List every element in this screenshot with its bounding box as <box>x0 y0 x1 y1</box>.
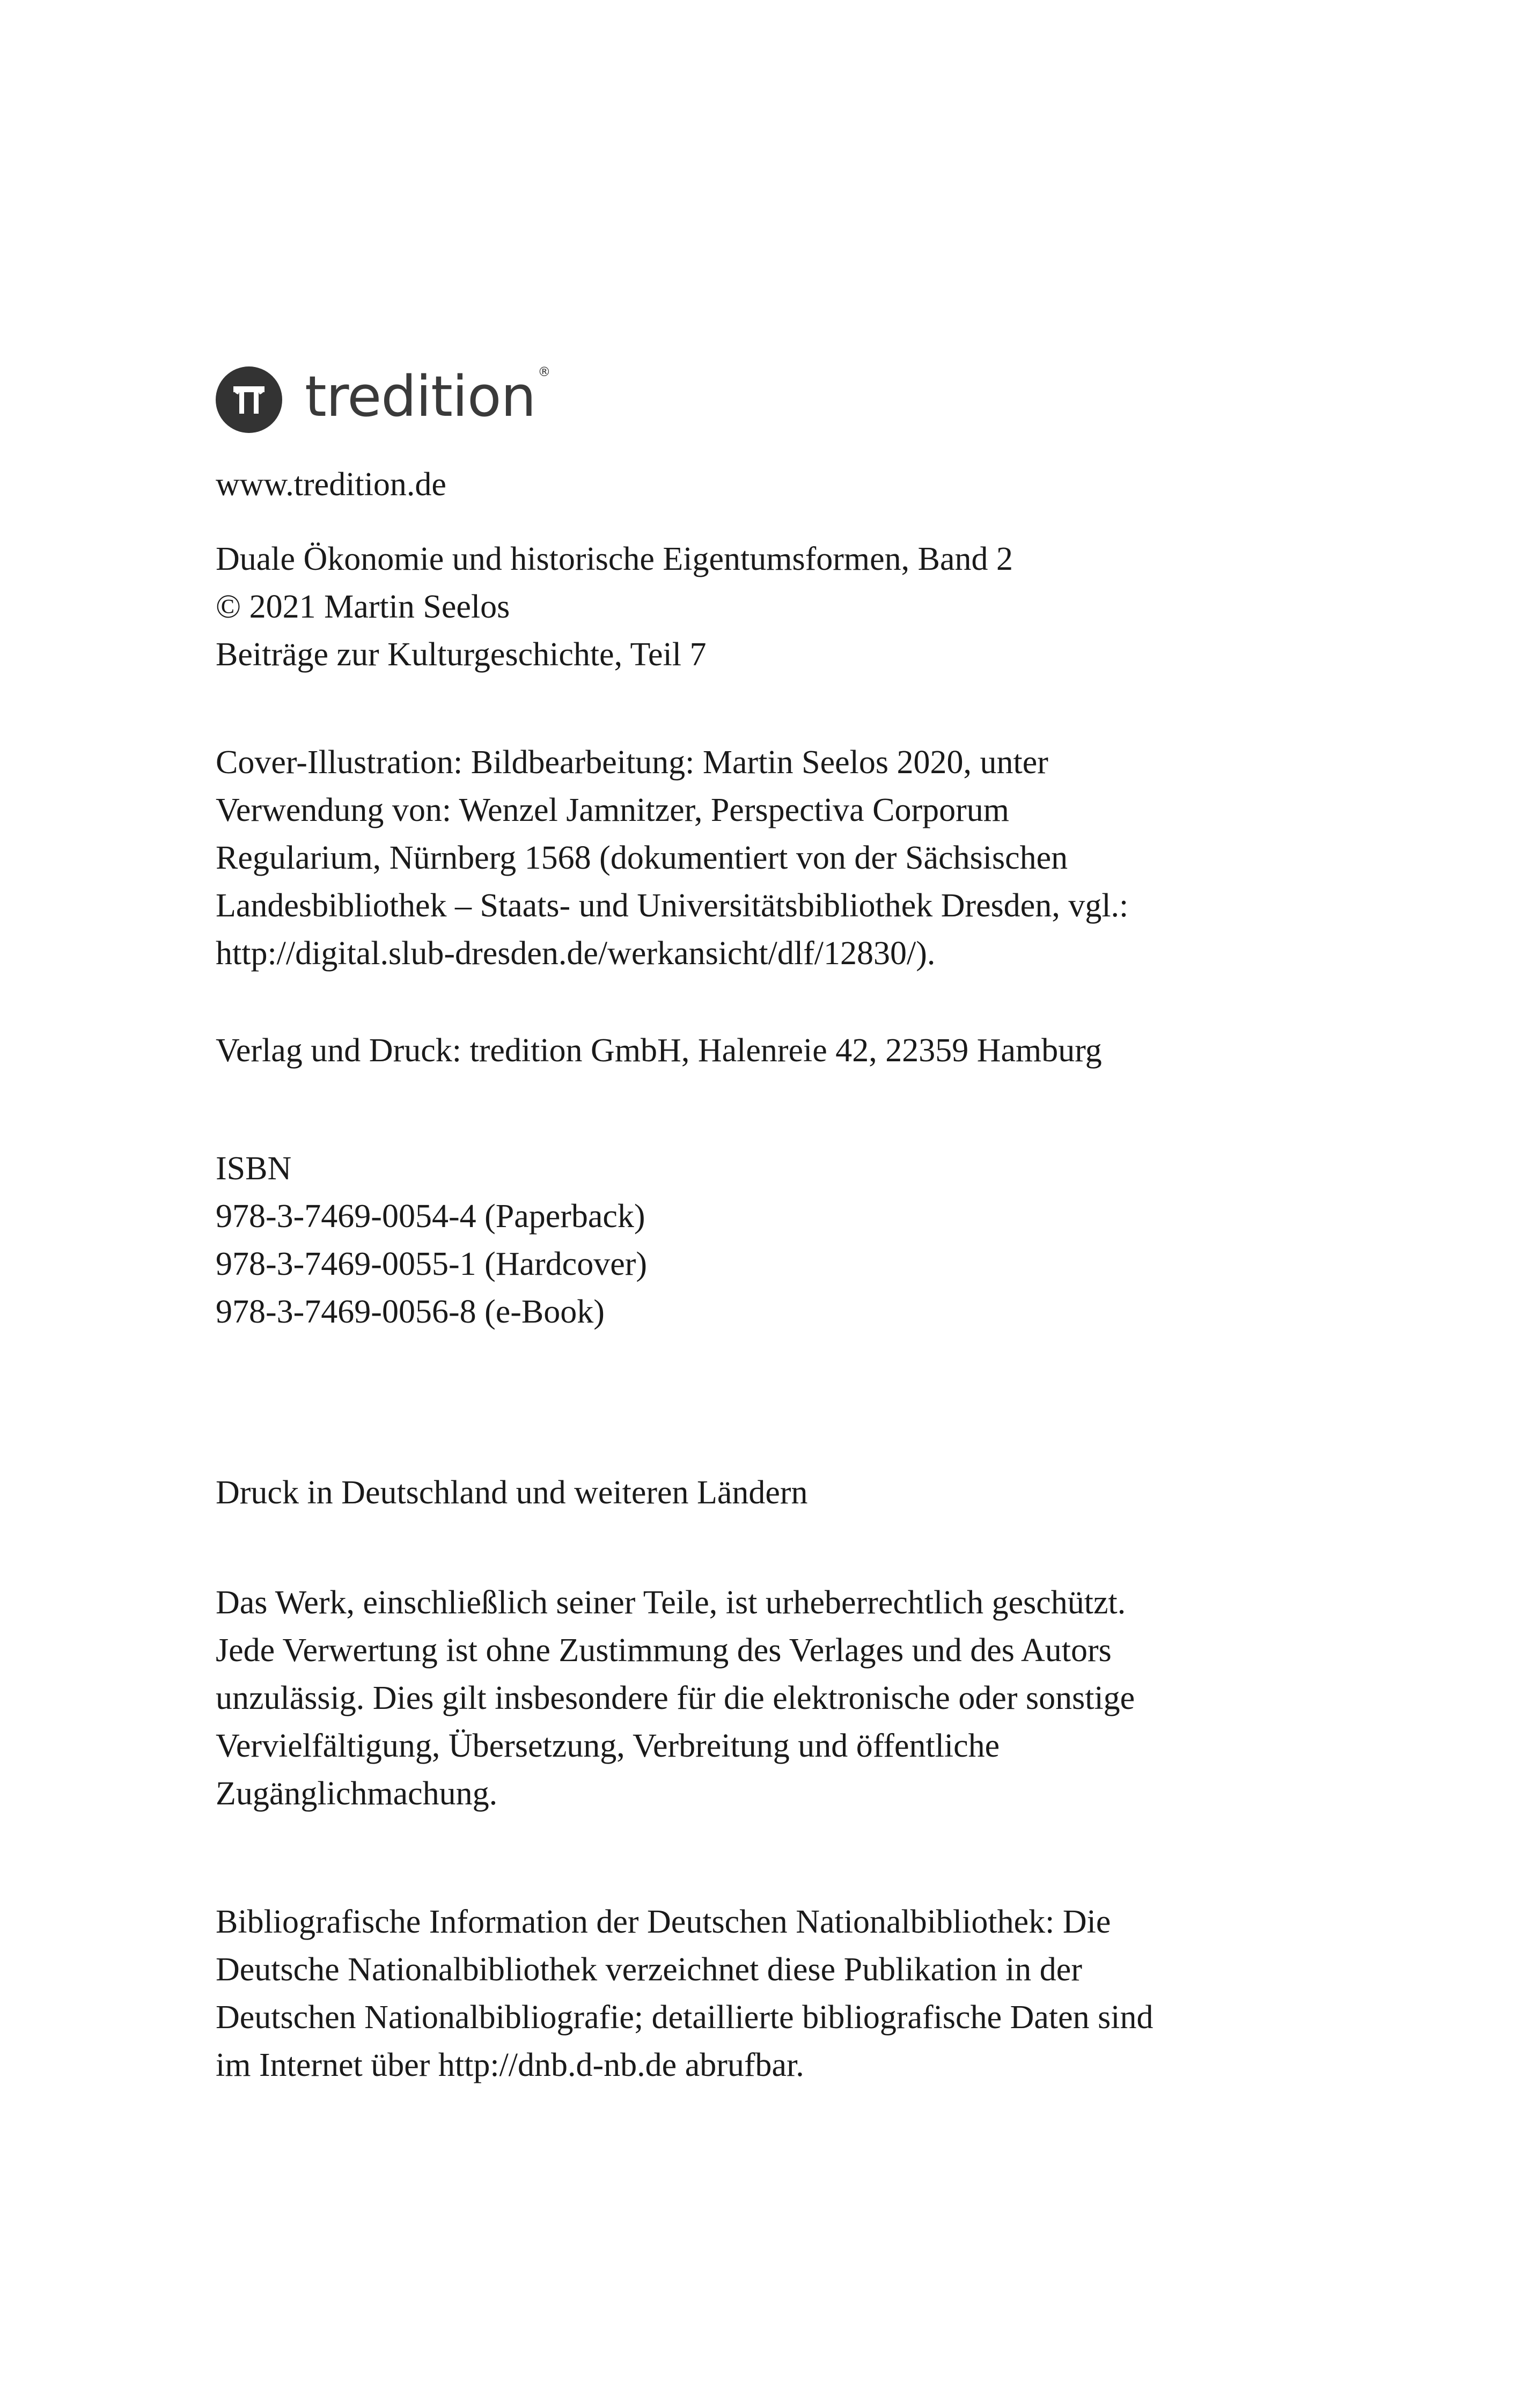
publisher-line: Verlag und Druck: tredition GmbH, Halenreie 42, 22359 Hamburg <box>216 1032 1102 1069</box>
cover-credit-url-line: http://digital.slub-dresden.de/werkansicht/dlf/12830/). <box>216 935 936 972</box>
biblio-line: Bibliografische Information der Deutschen Nationalbibliothek: Die <box>216 1904 1111 1940</box>
isbn-hardcover: 978-3-7469-0055-1 (Hardcover) <box>216 1246 648 1282</box>
cover-credit-block <box>216 739 1128 978</box>
series-line: Beiträge zur Kulturgeschichte, Teil 7 <box>216 636 707 673</box>
tredition-logo-icon <box>216 366 282 433</box>
book-title-line: Duale Ökonomie und historische Eigentumsformen, Band 2 <box>216 541 1013 577</box>
biblio-line: Deutschen Nationalbibliografie; detaillierte bibliografische Daten sind <box>216 1999 1153 2036</box>
logo-wordmark: tredition <box>305 364 536 429</box>
cover-credit-line: Landesbibliothek – Staats- und Universitätsbibliothek Dresden, vgl.: <box>216 887 1129 924</box>
isbn-block <box>216 1145 647 1336</box>
rights-line: Jede Verwertung ist ohne Zustimmung des Verlages und des Autors <box>216 1632 1112 1669</box>
rights-line: unzulässig. Dies gilt insbesondere für die elektronische oder sonstige <box>216 1680 1135 1716</box>
rights-line: Vervielfältigung, Übersetzung, Verbreitung und öffentliche <box>216 1728 1000 1764</box>
copyright-line: © 2021 Martin Seelos <box>216 589 510 625</box>
biblio-line: Deutsche Nationalbibliothek verzeichnet diese Publikation in der <box>216 1951 1082 1988</box>
bibliographic-info-block <box>216 1898 1153 2089</box>
isbn-paperback: 978-3-7469-0054-4 (Paperback) <box>216 1198 645 1235</box>
print-location-line: Druck in Deutschland und weiteren Ländern <box>216 1474 808 1511</box>
publisher-logo <box>216 365 1342 435</box>
biblio-line: im Internet über http://dnb.d-nb.de abrufbar. <box>216 2047 804 2083</box>
imprint-page <box>216 364 1342 2083</box>
isbn-ebook: 978-3-7469-0056-8 (e-Book) <box>216 1294 605 1330</box>
cover-credit-line: Verwendung von: Wenzel Jamnitzer, Perspectiva Corporum <box>216 792 1009 828</box>
cover-credit-line: Regularium, Nürnberg 1568 (dokumentiert von der Sächsischen <box>216 840 1068 876</box>
title-block <box>216 535 1013 679</box>
registered-mark: ® <box>538 364 551 379</box>
website-url[interactable]: www.tredition.de <box>216 466 446 503</box>
cover-credit-line: Cover-Illustration: Bildbearbeitung: Martin Seelos 2020, unter <box>216 744 1048 781</box>
rights-block <box>216 1579 1135 1818</box>
rights-line: Zugänglichmachung. <box>216 1775 498 1812</box>
isbn-heading: ISBN <box>216 1150 292 1187</box>
rights-line: Das Werk, einschließlich seiner Teile, ist urheberrechtlich geschützt. <box>216 1584 1126 1621</box>
